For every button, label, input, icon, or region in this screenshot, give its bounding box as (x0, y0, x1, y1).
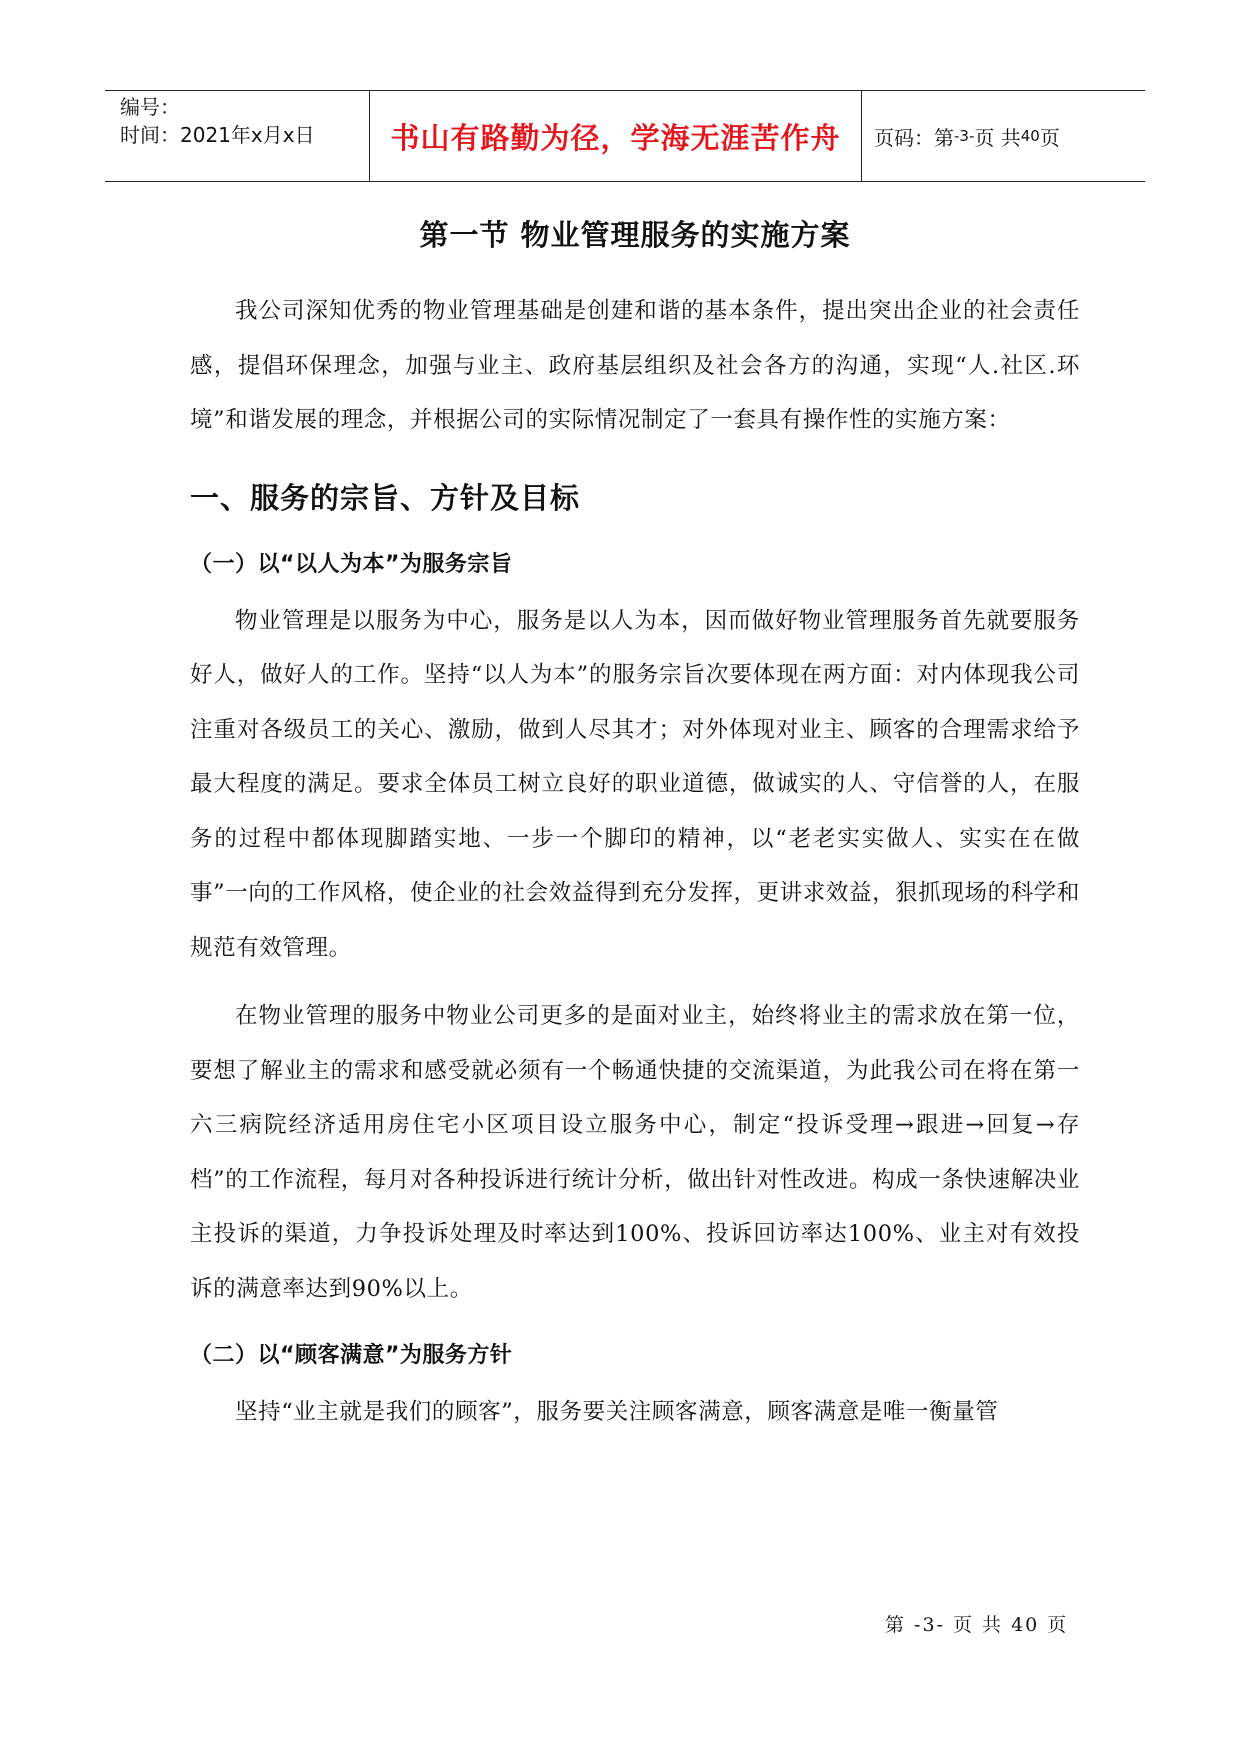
header-meta (105, 91, 370, 181)
paragraph-3: 坚持“业主就是我们的顾客”，服务要关注顾客满意，顾客满意是唯一衡量管 (235, 1399, 999, 1425)
page-footer: 第 -3- 页 共 40 页 (885, 1614, 1069, 1636)
intro-paragraph: 我公司深知优秀的物业管理基础是创建和谐的基本条件，提出突出企业的社会责任感，提倡环保理念，加强与业主、政府基层组织及社会各方的沟通，实现“人.社区.环境”和谐发展的理念，并根据公司的实际情况制定了一套具有操作性的实施方案： (190, 298, 1080, 433)
paragraph-1: 物业管理是以服务为中心，服务是以人为本，因而做好物业管理服务首先就要服务好人，做好人的工作。坚持“以人为本”的服务宗旨次要体现在两方面：对内体现我公司注重对各级员工的关心、激励，做到人尽其才；对外体现对业主、顾客的合理需求给予最大程度的满足。要求全体员工树立良好的职业道德，做诚实的人、守信誉的人，在服务的过程中都体现脚踏实地、一步一个脚印的精神，以“老老实实做人、实实在在做事”一向的工作风格，使企业的社会效益得到充分发挥，更讲求效益，狠抓现场的科学和规范有效管理。 (190, 607, 1080, 961)
document-body (190, 205, 1080, 1440)
header-table (105, 90, 1145, 182)
subheading-2: （二）以“顾客满意”为服务方针 (190, 1343, 513, 1368)
heading-1: 一、服务的宗旨、方针及目标 (190, 480, 581, 515)
page-number: -3- (954, 127, 975, 145)
time-label: 时间：2021年x月x日 (120, 123, 315, 147)
page-mid: 页 共 (974, 125, 1021, 150)
header-motto: 书山有路勤为径，学海无涯苦作舟 (370, 91, 862, 181)
number-label: 编号： (120, 95, 180, 119)
subheading-1: （一）以“以人为本”为服务宗旨 (190, 551, 513, 577)
header-page-info (862, 91, 1145, 181)
paragraph-2: 在物业管理的服务中物业公司更多的是面对业主，始终将业主的需求放在第一位，要想了解业主的需求和感受就必须有一个畅通快捷的交流渠道，为此我公司在将在第一六三病院经济适用房住宅小区项目设立服务中心，制定“投诉受理→跟进→回复→存档”的工作流程，每月对各种投诉进行统计分析，做出针对性改进。构成一条快速解决业主投诉的渠道，力争投诉处理及时率达到100%、投诉回访率达100%、业主对有效投诉的满意率达到90%以上。 (190, 1003, 1080, 1302)
page-suffix: 页 (1039, 125, 1060, 150)
section-title: 第一节 物业管理服务的实施方案 (419, 218, 851, 252)
page-prefix: 页码：第 (874, 125, 954, 150)
page-total: 40 (1020, 127, 1040, 145)
